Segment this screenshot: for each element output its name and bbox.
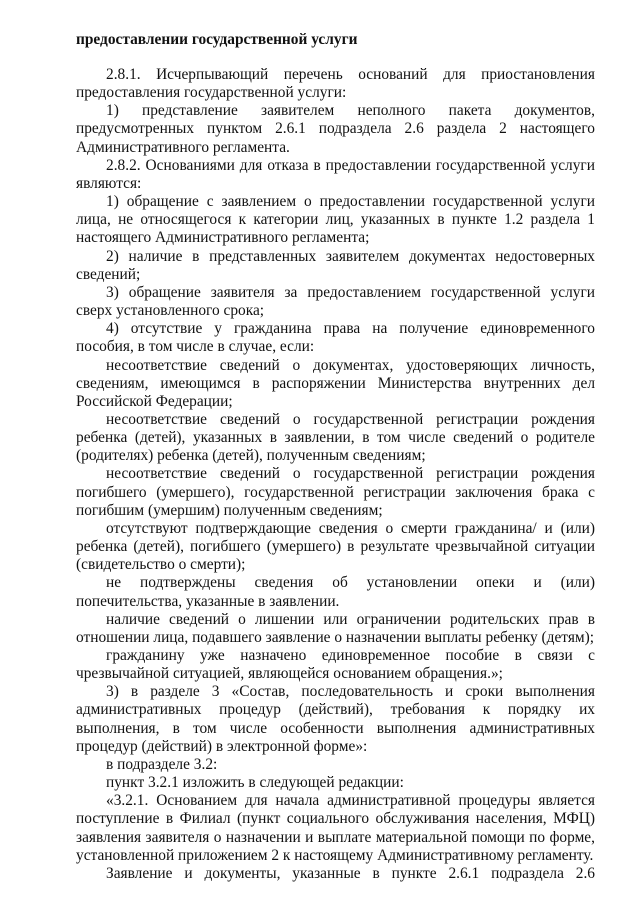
paragraph-subsection-3-2: в подразделе 3.2:: [106, 755, 218, 773]
paragraph-refusal-item-3: 3) обращение заявителя за предоставлением государственной услуги сверх установленного срока;: [76, 283, 595, 320]
paragraph-mismatch-deceased: несоответствие сведений о государственной регистрации рождения погибшего (умершего), государственной регистрации заключения брака с погибшим (умершим) полученным сведениям;: [76, 465, 595, 519]
paragraph-item-3-2-1-intro: пункт 3.2.1 изложить в следующей редакции:: [106, 774, 404, 792]
paragraph-2-8-2: 2.8.2. Основаниями для отказа в предоставлении государственной услуги являются:: [76, 156, 595, 192]
paragraph-refusal-item-4: 4) отсутствие у гражданина права на получение единовременного пособия, в том числе в случае, если:: [76, 320, 595, 356]
paragraph-already-assigned: гражданину уже назначено единовременное пособие в связи с чрезвычайной ситуацией, являющейся основанием обращения.»;: [76, 647, 595, 683]
document-body: [76, 66, 595, 883]
paragraph-mismatch-identity: несоответствие сведений о документах, удостоверяющих личность, сведениям, имеющимся в распоряжении Министерства внутренних дел Российской Федерации;: [76, 356, 595, 410]
paragraph-application-documents: Заявление и документы, указанные в пункте 2.6.1 подраздела 2.6: [106, 864, 595, 882]
paragraph-no-death-evidence: отсутствуют подтверждающие сведения о смерти гражданина/ и (или) ребенка (детей), погибшего (умершего) в результате чрезвычайной ситуации (свидетельство о смерти);: [76, 519, 595, 574]
paragraph-refusal-item-1: 1) обращение с заявлением о предоставлении государственной услуги лица, не относящегося к категории лиц, указанных в пункте 1.2 раздела 1 настоящего Административного регламента;: [76, 193, 595, 247]
paragraph-suspension-item-1: 1) представление заявителем неполного пакета документов, предусмотренных пунктом 2.6.1 подраздела 2.6 раздела 2 настоящего Административного регламента.: [76, 102, 595, 156]
paragraph-parental-rights: наличие сведений о лишении или ограничении родительских прав в отношении лица, подавшего заявление о назначении выплаты ребенку (детям);: [76, 610, 595, 646]
section-heading: предоставлении государственной услуги: [76, 31, 358, 48]
paragraph-section-3: 3) в разделе 3 «Состав, последовательность и сроки выполнения административных процедур (действий), требования к порядку их выполнения, в том числе особенности выполнения административных процедур (действий) в электронной форме»:: [76, 683, 595, 755]
paragraph-guardianship: не подтверждены сведения об установлении опеки и (или) попечительства, указанные в заявлении.: [76, 574, 595, 610]
paragraph-2-8-1: 2.8.1. Исчерпывающий перечень оснований для приостановления предоставления государственной услуги:: [76, 66, 595, 102]
paragraph-refusal-item-2: 2) наличие в представленных заявителем документах недостоверных сведений;: [76, 247, 595, 283]
paragraph-3-2-1: «3.2.1. Основанием для начала административной процедуры является поступление в Филиал (пункт социального обслуживания населения, МФЦ) заявления заявителя о назначении и выплате материальной помощи по форме, установленной приложением 2 к настоящему Административному регламенту.: [76, 792, 595, 864]
paragraph-mismatch-child-birth: несоответствие сведений о государственной регистрации рождения ребенка (детей), указанных в заявлении, в том числе сведений о родителе (родителях) ребенка (детей), полученным сведениям;: [76, 410, 595, 465]
